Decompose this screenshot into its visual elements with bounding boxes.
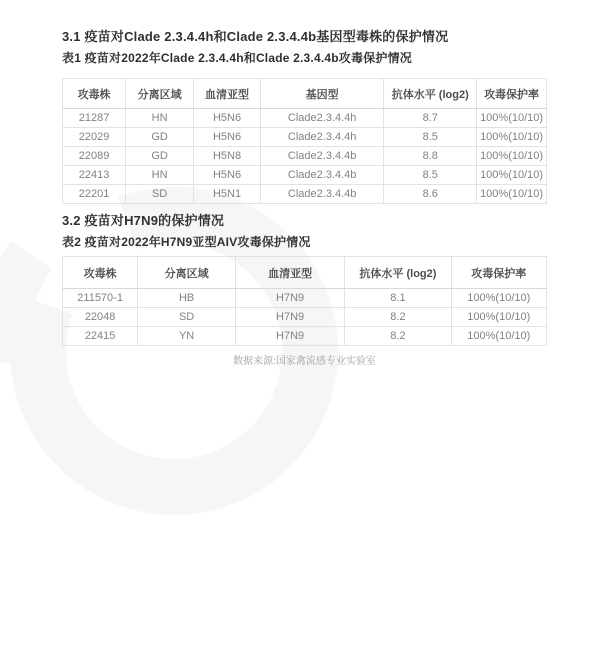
table-cell: GD [126, 147, 194, 166]
table-cell: 100%(10/10) [477, 128, 547, 147]
section-3-2-title: 3.2 疫苗对H7N9的保护情况 [62, 213, 225, 228]
table-cell: 8.5 [384, 166, 477, 185]
table-cell: 8.1 [345, 289, 451, 308]
section-3-1-title: 3.1 疫苗对Clade 2.3.4.4h和Clade 2.3.4.4b基因型毒株的保护情况 [62, 29, 449, 44]
table-header-row [63, 79, 547, 109]
table-cell: H5N6 [194, 128, 261, 147]
table-cell: 100%(10/10) [451, 327, 546, 346]
table2-header [63, 257, 547, 289]
table-cell: 22413 [63, 166, 126, 185]
data-source-note: 数据来源:国家禽流感专业实验室 [233, 356, 376, 367]
table-cell: HN [126, 166, 194, 185]
table-cell: GD [126, 128, 194, 147]
column-header: 攻毒株 [63, 257, 138, 289]
table-cell: 22201 [63, 185, 126, 204]
table-cell: 8.2 [345, 308, 451, 327]
table-cell: HB [138, 289, 236, 308]
column-header: 血清亚型 [235, 257, 344, 289]
table-cell: H7N9 [235, 289, 344, 308]
table-row [63, 327, 547, 346]
table-cell: SD [138, 308, 236, 327]
table-row [63, 147, 547, 166]
column-header: 抗体水平 (log2) [345, 257, 451, 289]
table1-body [63, 109, 547, 204]
table-cell: 8.8 [384, 147, 477, 166]
table-cell: Clade2.3.4.4h [260, 128, 383, 147]
table2-h7n9-protection [62, 256, 547, 346]
table-cell: 100%(10/10) [451, 308, 546, 327]
table-cell: 8.5 [384, 128, 477, 147]
table-header-row [63, 257, 547, 289]
table-cell: 22089 [63, 147, 126, 166]
table-cell: Clade2.3.4.4b [260, 147, 383, 166]
table-row [63, 308, 547, 327]
column-header: 血清亚型 [194, 79, 261, 109]
table-cell: YN [138, 327, 236, 346]
table-cell: H5N8 [194, 147, 261, 166]
table-cell: H7N9 [235, 327, 344, 346]
column-header: 抗体水平 (log2) [384, 79, 477, 109]
column-header: 分离区域 [126, 79, 194, 109]
table2-body [63, 289, 547, 346]
table-cell: Clade2.3.4.4b [260, 166, 383, 185]
column-header: 攻毒株 [63, 79, 126, 109]
table-cell: 22048 [63, 308, 138, 327]
table-row [63, 128, 547, 147]
table-cell: 100%(10/10) [477, 109, 547, 128]
column-header: 攻毒保护率 [451, 257, 546, 289]
column-header: 分离区域 [138, 257, 236, 289]
table1-caption: 表1 疫苗对2022年Clade 2.3.4.4h和Clade 2.3.4.4b攻毒保护情况 [62, 51, 412, 65]
table-cell: H5N6 [194, 166, 261, 185]
table1-clade-protection [62, 78, 547, 204]
table-cell: 211570-1 [63, 289, 138, 308]
table-cell: SD [126, 185, 194, 204]
table-cell: H7N9 [235, 308, 344, 327]
table2-caption: 表2 疫苗对2022年H7N9亚型AIV攻毒保护情况 [62, 235, 311, 249]
table-cell: Clade2.3.4.4b [260, 185, 383, 204]
table-cell: 8.7 [384, 109, 477, 128]
table-cell: 100%(10/10) [477, 185, 547, 204]
table-cell: 100%(10/10) [451, 289, 546, 308]
table-row [63, 185, 547, 204]
table-cell: H5N1 [194, 185, 261, 204]
table-cell: 100%(10/10) [477, 166, 547, 185]
table-cell: 21287 [63, 109, 126, 128]
table-cell: H5N6 [194, 109, 261, 128]
table-cell: 100%(10/10) [477, 147, 547, 166]
table-cell: Clade2.3.4.4h [260, 109, 383, 128]
table-cell: HN [126, 109, 194, 128]
table-row [63, 166, 547, 185]
column-header: 攻毒保护率 [477, 79, 547, 109]
table1-header [63, 79, 547, 109]
table-cell: 8.6 [384, 185, 477, 204]
table-cell: 22029 [63, 128, 126, 147]
table-row [63, 109, 547, 128]
table-cell: 22415 [63, 327, 138, 346]
column-header: 基因型 [260, 79, 383, 109]
table-row [63, 289, 547, 308]
table-cell: 8.2 [345, 327, 451, 346]
